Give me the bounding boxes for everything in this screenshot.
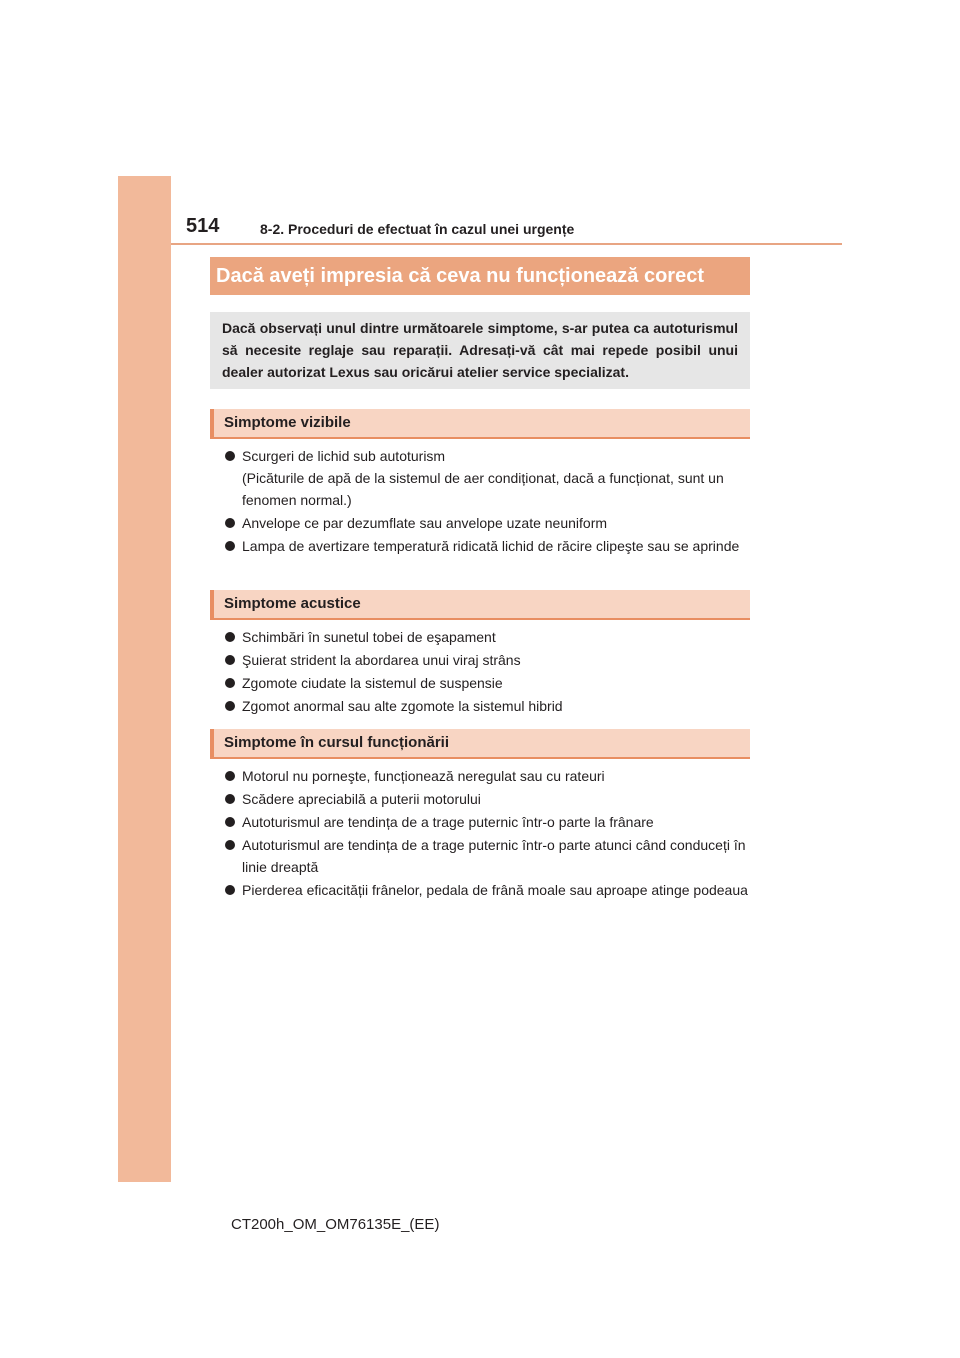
section-heading-acoustic: Simptome acustice xyxy=(210,590,750,620)
section-heading-operation: Simptome în cursul funcționării xyxy=(210,729,750,759)
list-item-text: Lampa de avertizare temperatură ridicată lichid de răcire clipeşte sau se aprinde xyxy=(242,538,740,554)
bullet-icon xyxy=(225,817,235,827)
intro-text: Dacă observați unul dintre următoarele simptome, s-ar putea ca autoturismul să necesite reglaje sau reparații. Adresați-vă cât mai repede posibil unui dealer autorizat Lexus sau oricărui atelier service specializat. xyxy=(222,320,738,380)
list-item xyxy=(224,512,750,534)
acoustic-symptoms-list xyxy=(224,626,750,718)
bullet-icon xyxy=(225,632,235,642)
list-item-text: Zgomot anormal sau alte zgomote la sistemul hibrid xyxy=(242,698,563,714)
page-title: Dacă aveți impresia că ceva nu funcționează corect xyxy=(210,257,750,295)
list-item-text: Pierderea eficacității frânelor, pedala de frână moale sau aproape atinge podeaua xyxy=(242,882,748,898)
list-item-text: Scădere apreciabilă a puterii motorului xyxy=(242,791,481,807)
bullet-icon xyxy=(225,678,235,688)
bullet-icon xyxy=(225,701,235,711)
list-item-text: Autoturismul are tendința de a trage puternic într-o parte atunci când conduceți în linie dreaptă xyxy=(242,837,746,875)
header-rule xyxy=(171,243,842,245)
side-band xyxy=(118,176,171,1182)
list-item xyxy=(224,834,750,878)
bullet-icon xyxy=(225,518,235,528)
bullet-icon xyxy=(225,451,235,461)
bullet-icon xyxy=(225,885,235,895)
list-item xyxy=(224,535,750,557)
list-item xyxy=(224,649,750,671)
section-heading-visible: Simptome vizibile xyxy=(210,409,750,439)
list-item xyxy=(224,765,750,787)
list-item xyxy=(224,811,750,833)
list-item-text: Motorul nu porneşte, funcționează neregulat sau cu rateuri xyxy=(242,768,605,784)
footer-document-code: CT200h_OM_OM76135E_(EE) xyxy=(231,1216,440,1233)
chapter-heading: 8-2. Proceduri de efectuat în cazul unei urgențe xyxy=(260,221,575,237)
list-item-text: Autoturismul are tendința de a trage puternic într-o parte la frânare xyxy=(242,814,654,830)
bullet-icon xyxy=(225,794,235,804)
list-item xyxy=(224,445,750,511)
list-item xyxy=(224,879,750,901)
list-item-text: Anvelope ce par dezumflate sau anvelope uzate neuniform xyxy=(242,515,608,531)
list-item-text: Scurgeri de lichid sub autoturism (Picăturile de apă de la sistemul de aer condiționat, dacă a funcționat, sunt un fenomen normal.) xyxy=(242,448,724,508)
list-item xyxy=(224,626,750,648)
list-item xyxy=(224,672,750,694)
list-item xyxy=(224,695,750,717)
list-item-text: Şuierat strident la abordarea unui viraj strâns xyxy=(242,652,521,668)
list-item xyxy=(224,788,750,810)
bullet-icon xyxy=(225,771,235,781)
list-item-text: Schimbări în sunetul tobei de eşapament xyxy=(242,629,496,645)
visible-symptoms-list xyxy=(224,445,750,558)
list-item-text: Zgomote ciudate la sistemul de suspensie xyxy=(242,675,503,691)
intro-box xyxy=(210,312,750,389)
operation-symptoms-list xyxy=(224,765,750,902)
bullet-icon xyxy=(225,541,235,551)
bullet-icon xyxy=(225,840,235,850)
page-number: 514 xyxy=(186,215,220,237)
bullet-icon xyxy=(225,655,235,665)
